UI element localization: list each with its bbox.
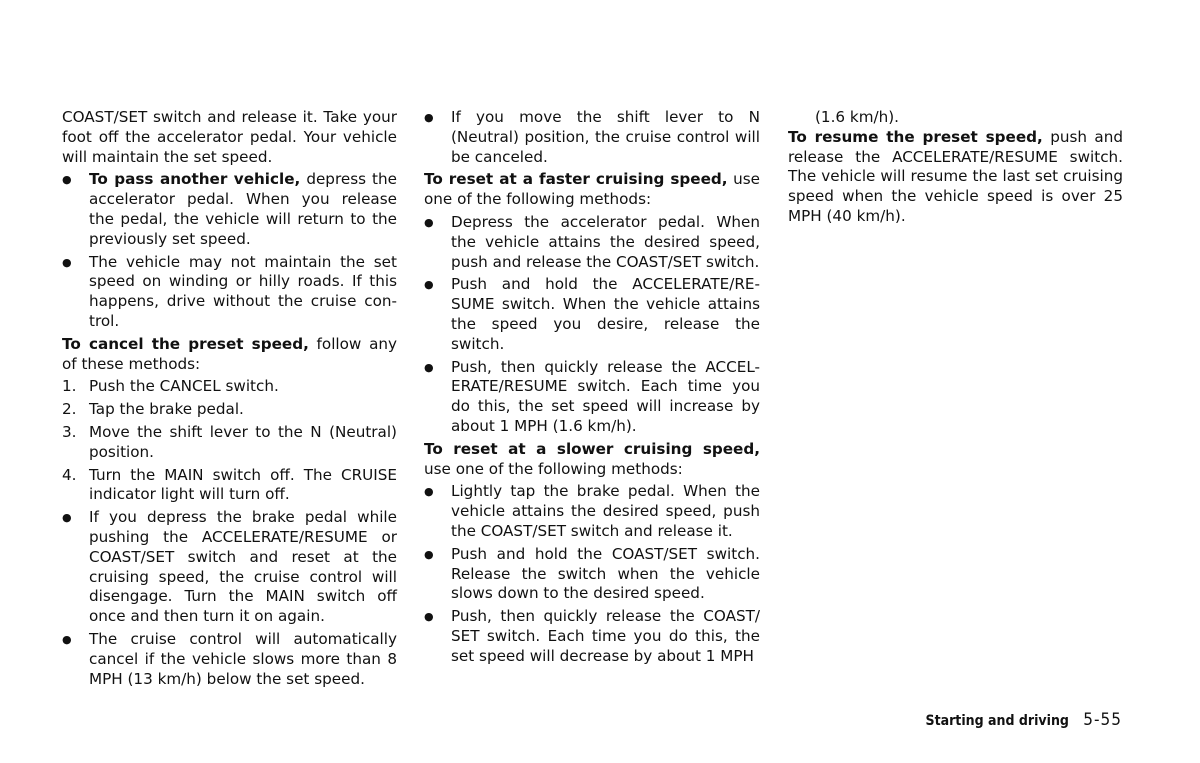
step-number: 1. [62,377,77,396]
page-footer [926,711,1123,732]
bullet-icon: ● [424,610,434,624]
cancel-paragraph [62,335,397,375]
step-text: Push the CANCEL switch. [89,377,279,396]
resume-paragraph [788,128,1123,227]
cancel-text: follow any of these methods: [62,334,397,373]
bullet-text: If you move the shift lever to N (Neutral) position, the cruise control will be canceled. [451,108,760,166]
page-number: 5-55 [1083,710,1122,730]
column-right [788,108,1123,229]
footer-section-title: Starting and driving [925,713,1069,729]
bullet-text: Push, then quickly release the ACCEL-ERATE/RESUME switch. Each time you do this, the set speed will increase by about 1 MPH (1.6 km/h). [451,357,760,435]
bullet-brake-note [62,508,397,627]
bullet-text: If you depress the brake pedal while pushing the ACCELERATE/RESUME or COAST/SET switch and reset at the cruising speed, the cruise control will disengage. Turn the MAIN switch off once and then turn it on again. [89,508,397,626]
bullet-icon: ● [424,278,434,292]
bullet-text: Lightly tap the brake pedal. When the vehicle attains the desired speed, push the COAST/SET switch and release it. [451,482,760,540]
faster-bullet [424,275,760,354]
bullet-text: Push and hold the ACCELERATE/RE-SUME switch. When the vehicle attains the speed you desire, release the switch. [451,275,760,353]
step-number: 2. [62,400,77,419]
step-item [62,377,397,397]
bullet-icon: ● [62,632,72,646]
step-number: 4. [62,465,77,484]
bullet-pass-vehicle [62,170,397,249]
step-text: Tap the brake pedal. [89,400,244,419]
bullet-icon: ● [424,111,434,124]
slower-paragraph [424,440,760,480]
bullet-maintain-speed [62,253,397,332]
bullet-icon: ● [424,547,434,561]
resume-text: push and release the ACCELERATE/RESUME switch. The vehicle will resume the last set cruising speed when the vehicle speed is over 25 MPH (40 km/h). [788,127,1123,225]
continuation-text: (1.6 km/h). [815,108,899,126]
bullet-icon: ● [424,215,434,229]
slower-heading: To reset at a slower cruising speed, [424,439,760,458]
bullet-icon: ● [424,360,434,374]
slower-bullet [424,545,760,604]
step-item [62,466,397,506]
faster-paragraph [424,170,760,210]
maintain-text: The vehicle may not maintain the set speed on winding or hilly roads. If this happens, drive without the cruise con-trol. [89,252,397,330]
step-text: Move the shift lever to the N (Neutral) position. [89,422,397,461]
pass-heading: To pass another vehicle, [89,170,301,189]
cancel-heading: To cancel the preset speed, [62,334,309,353]
column-left [62,108,397,692]
bullet-text: Push and hold the COAST/SET switch. Release the switch when the vehicle slows down to the desired speed. [451,544,760,603]
faster-text: use one of the following methods: [424,170,760,209]
faster-heading: To reset at a faster cruising speed, [424,170,728,189]
bullet-icon: ● [62,511,72,525]
slower-bullet [424,607,760,666]
bullet-text: Depress the accelerator pedal. When the vehicle attains the desired speed, push and release the COAST/SET switch. [451,212,760,271]
bullet-neutral [424,108,760,167]
slower-text: use one of the following methods: [424,459,683,478]
bullet-icon: ● [62,173,72,187]
step-text: Turn the MAIN switch off. The CRUISE indicator light will turn off. [89,465,397,504]
intro-paragraph: COAST/SET switch and release it. Take your foot off the accelerator pedal. Your vehicle will maintain the set speed. [62,108,397,166]
slower-bullet [424,482,760,541]
step-number: 3. [62,422,77,441]
step-item [62,400,397,420]
bullet-auto-cancel [62,630,397,689]
faster-bullet [424,213,760,272]
bullet-icon: ● [424,485,434,499]
resume-heading: To resume the preset speed, [788,127,1043,146]
pass-text: depress the accelerator pedal. When you release the pedal, the vehicle will return to the previously set speed. [89,170,397,248]
step-item [62,423,397,463]
bullet-text: Push, then quickly release the COAST/ SET switch. Each time you do this, the set speed will decrease by about 1 MPH [451,607,760,665]
bullet-text: The cruise control will automatically cancel if the vehicle slows more than 8 MPH (13 km/h) below the set speed. [89,629,397,688]
column-middle [424,108,760,670]
bullet-icon: ● [62,255,72,269]
faster-bullet [424,358,760,437]
